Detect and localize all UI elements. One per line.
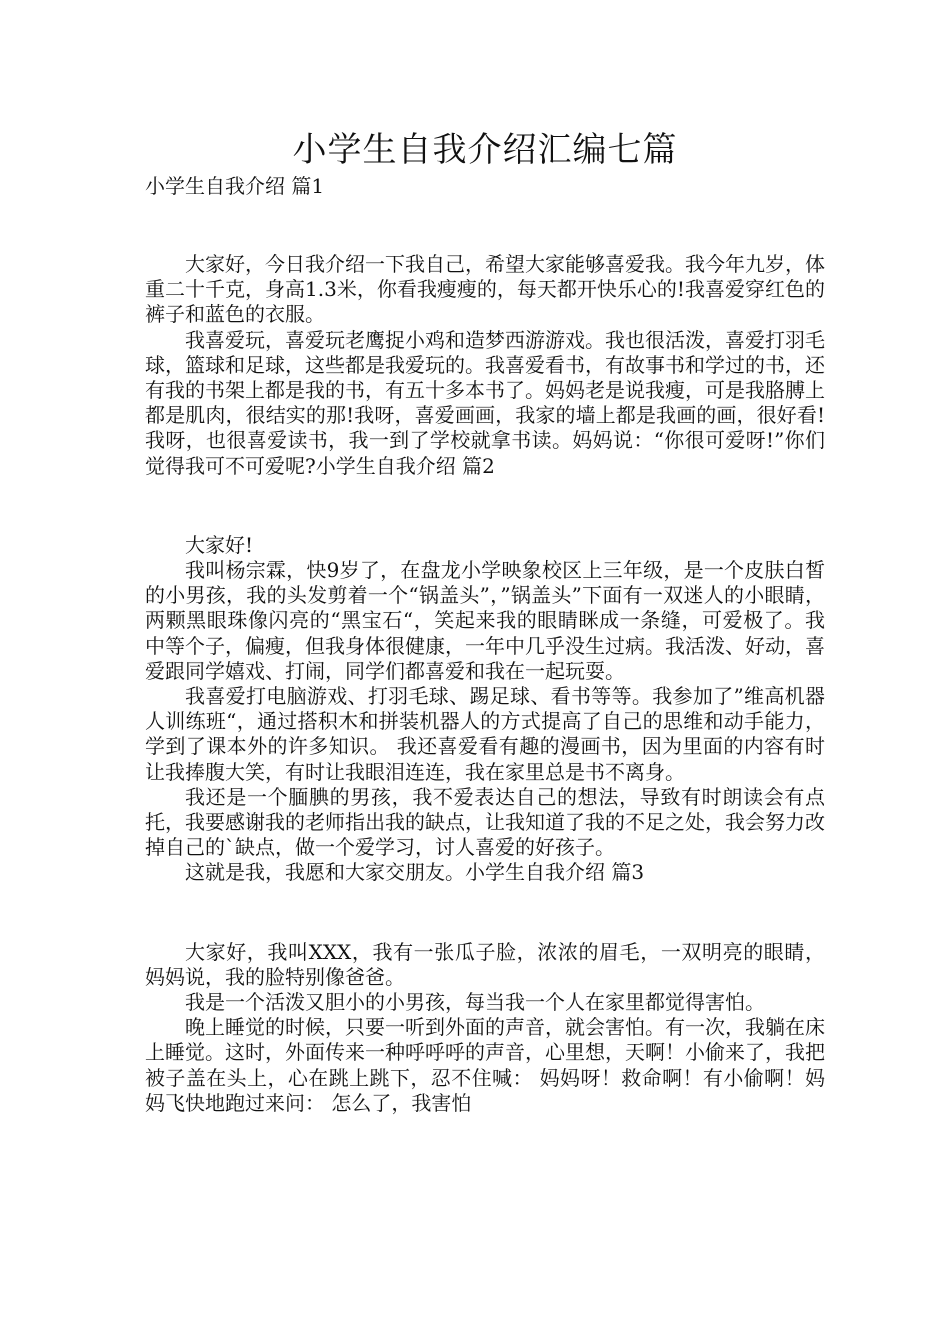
paragraph: 大家好，今日我介绍一下我自己，希望大家能够喜爱我。我今年九岁，体重二十千克，身高1.3米，你看我瘦瘦的，每天都开快乐心的!我喜爱穿红色的裤子和蓝色的衣服。 (145, 252, 825, 327)
paragraph: 我喜爱玩，喜爱玩老鹰捉小鸡和造梦西游游戏。我也很活泼，喜爱打羽毛球，篮球和足球，这些都是我爱玩的。我喜爱看书，有故事书和学过的书，还有我的书架上都是我的书，有五十多本书了。妈妈老是说我瘦，可是我胳膊上都是肌肉，很结实的那!我呀，喜爱画画，我家的墙上都是我画的画，很好看!我呀，也很喜爱读书，我一到了学校就拿书读。妈妈说：“你很可爱呀!”你们觉得我可不可爱呢?小学生自我介绍 篇2 (145, 327, 825, 478)
section-gap (145, 886, 825, 940)
document-title: 小学生自我介绍汇编七篇 (292, 130, 678, 170)
paragraph: 我是一个活泼又胆小的小男孩，每当我一个人在家里都觉得害怕。 (185, 990, 765, 1015)
paragraph: 我还是一个腼腆的男孩，我不爱表达自己的想法，导致有时朗读会有点托，我要感谢我的老师指出我的缺点，让我知道了我的不足之处，我会努力改掉自己的`缺点，做一个爱学习，讨人喜爱的好孩子。 (145, 784, 825, 860)
paragraph: 我喜爱打电脑游戏、打羽毛球、踢足球、看书等等。我参加了”维高机器人训练班“，通过搭积木和拼装机器人的方式提高了自己的思维和动手能力，学到了课本外的许多知识。 我还喜爱看有趣的漫画书，因为里面的内容有时让我捧腹大笑，有时让我眼泪连连，我在家里总是书不离身。 (145, 684, 825, 784)
section-heading-1: 小学生自我介绍 篇1 (145, 174, 325, 198)
paragraph: 这就是我，我愿和大家交朋友。小学生自我介绍 篇3 (185, 860, 645, 885)
section-gap (145, 479, 825, 533)
document-page (145, 128, 825, 1116)
section-gap (145, 198, 825, 252)
paragraph: 大家好! (185, 532, 254, 557)
paragraph: 大家好，我叫XXX，我有一张瓜子脸，浓浓的眉毛，一双明亮的眼睛，妈妈说，我的脸特别像爸爸。 (145, 939, 825, 989)
paragraph: 晚上睡觉的时候，只要一听到外面的声音，就会害怕。有一次，我躺在床上睡觉。这时，外面传来一种呼呼呼的声音，心里想，天啊！小偷来了，我把被子盖在头上，心在跳上跳下，忍不住喊： 妈妈呀！救命啊！有小偷啊！妈妈飞快地跑过来问： 怎么了，我害怕 (145, 1015, 825, 1115)
paragraph: 我叫杨宗霖，快9岁了，在盘龙小学映象校区上三年级，是一个皮肤白皙的小男孩，我的头发剪着一个“锅盖头”，”锅盖头”下面有一双迷人的小眼睛，两颗黑眼珠像闪亮的“黑宝石“，笑起来我的眼睛眯成一条缝，可爱极了。我中等个子，偏瘦，但我身体很健康，一年中几乎没生过病。我活泼、好动，喜爱跟同学嬉戏、打闹，同学们都喜爱和我在一起玩耍。 (145, 558, 825, 683)
